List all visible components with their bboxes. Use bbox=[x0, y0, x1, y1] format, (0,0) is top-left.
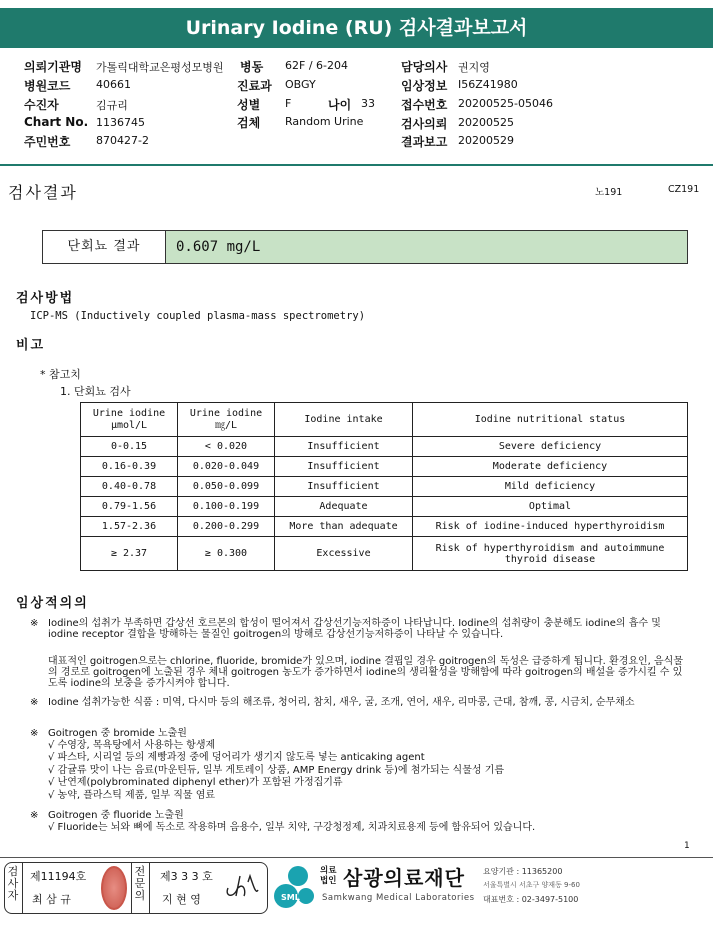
receipt-no-value: 20200525-05046 bbox=[458, 97, 553, 110]
sig-divider bbox=[149, 862, 150, 914]
table-cell: More than adequate bbox=[275, 517, 413, 537]
phone: 대표번호 : 02-3497-5100 bbox=[483, 895, 579, 904]
sig-divider bbox=[22, 862, 23, 914]
table-cell: 0.020-0.049 bbox=[178, 457, 275, 477]
bromide-item: √ 감귤류 맛이 나는 음료(마운틴듀, 일부 게토레이 상품, AMP Energy drink 등)에 첨가되는 식물성 기름 bbox=[48, 765, 505, 776]
ward-label: 병동 bbox=[240, 60, 264, 74]
resident-no-value: 870427-2 bbox=[96, 134, 149, 147]
org-english-name: Samkwang Medical Laboratories bbox=[322, 893, 475, 903]
method-heading: 검사방법 bbox=[16, 291, 75, 306]
table-cell: 0.100-0.199 bbox=[178, 497, 275, 517]
remarks-heading: 비고 bbox=[16, 338, 46, 353]
tester-vertical-label: 검사자 bbox=[7, 865, 19, 902]
specialist-signature-icon bbox=[222, 868, 262, 902]
patient-label: 수진자 bbox=[24, 98, 59, 112]
table-cell: ≥ 2.37 bbox=[81, 537, 178, 571]
specialist-license: 제3 3 3 호 bbox=[160, 870, 213, 883]
table-cell: Mild deficiency bbox=[413, 477, 688, 497]
bromide-item: √ 난연제(polybrominated diphenyl ether)가 포함된 가정집기류 bbox=[48, 777, 343, 788]
result-code-1: 노191 bbox=[595, 187, 623, 198]
hospital-code-value: 40661 bbox=[96, 78, 131, 91]
col-header-umol: Urine iodine μmol/L bbox=[81, 403, 178, 437]
clinical-paragraph-2: 대표적인 goitrogen으로는 chlorine, fluoride, bromide가 있으며, iodine 결핍일 경우 goitrogen의 독성은 급증하게 됩니다. 환경요인, 음식물의 경로로 goitrogen에 노출된 경우 체내 goitrogen 농도가 증가하면서 iodine의 생리활성을 방해함에 따라 goitrogen의 배설을 증가시킬 수 있도록 iodine의 보충을 증가시켜야 합니다. bbox=[48, 656, 684, 689]
result-box bbox=[42, 230, 688, 264]
note-mark: ※ bbox=[30, 697, 39, 708]
note-mark: ※ bbox=[30, 810, 39, 821]
table-cell: < 0.020 bbox=[178, 437, 275, 457]
ref-subtitle: 1. 단회뇨 검사 bbox=[60, 385, 131, 398]
note-mark: ※ bbox=[30, 618, 39, 629]
tester-license: 제11194호 bbox=[30, 870, 87, 883]
institution-label: 의뢰기관명 bbox=[24, 60, 82, 74]
request-date-label: 검사의뢰 bbox=[401, 117, 448, 131]
table-cell: Risk of hyperthyroidism and autoimmune thyroid disease bbox=[413, 537, 688, 571]
table-row bbox=[81, 517, 688, 537]
table-cell: Risk of iodine-induced hyperthyroidism bbox=[413, 517, 688, 537]
col-header-mg: Urine iodine ㎎/L bbox=[178, 403, 275, 437]
table-cell: 0.200-0.299 bbox=[178, 517, 275, 537]
request-date-value: 20200525 bbox=[458, 116, 514, 129]
col-header-intake: Iodine intake bbox=[275, 403, 413, 437]
table-cell: Insufficient bbox=[275, 437, 413, 457]
table-cell: 0.050-0.099 bbox=[178, 477, 275, 497]
table-row bbox=[81, 437, 688, 457]
sml-logo-icon bbox=[272, 862, 316, 912]
tester-name: 최 삼 규 bbox=[32, 893, 71, 906]
result-label: 단회뇨 결과 bbox=[43, 231, 166, 263]
chart-value: 1136745 bbox=[96, 116, 145, 129]
specialist-name: 지 현 영 bbox=[162, 893, 201, 906]
chart-label: Chart No. bbox=[24, 115, 89, 129]
org-name: 삼광의료재단 bbox=[343, 866, 465, 890]
sex-label: 성별 bbox=[237, 98, 261, 112]
result-heading: 검사결과 bbox=[8, 183, 78, 202]
table-cell: Excessive bbox=[275, 537, 413, 571]
institution-value: 가톨릭대학교은평성모병원 bbox=[96, 61, 224, 74]
page-number: 1 bbox=[684, 841, 690, 851]
resident-no-label: 주민번호 bbox=[24, 135, 71, 149]
result-code-2: CZ191 bbox=[668, 184, 700, 195]
address: 서울특별시 서초구 양재동 9-60 bbox=[483, 881, 580, 889]
ward-value: 62F / 6-204 bbox=[285, 59, 348, 72]
clinical-info-value: I56Z41980 bbox=[458, 78, 518, 91]
table-cell: Optimal bbox=[413, 497, 688, 517]
table-row bbox=[81, 537, 688, 571]
table-cell: 0.16-0.39 bbox=[81, 457, 178, 477]
org-type: 의료법인 bbox=[320, 866, 337, 886]
table-cell: Insufficient bbox=[275, 457, 413, 477]
ref-title: * 참고치 bbox=[40, 368, 81, 381]
sig-divider bbox=[131, 862, 132, 914]
table-cell: Insufficient bbox=[275, 477, 413, 497]
table-header-row bbox=[81, 403, 688, 437]
clinical-paragraph-1: Iodine의 섭취가 부족하면 갑상선 호르몬의 합성이 떨어져서 갑상선기능저하증이 나타납니다. Iodine의 섭취량이 충분해도 iodine의 흡수 및 iodine receptor 결합을 방해하는 물질인 goitrogen의 방해로 갑상선기능저하증이 나타날 수 있습니다. bbox=[48, 618, 661, 640]
specimen-label: 검체 bbox=[237, 116, 261, 130]
report-title: Urinary Iodine (RU) 검사결과보고서 bbox=[0, 8, 713, 48]
specimen-value: Random Urine bbox=[285, 115, 364, 128]
fluoride-title: Goitrogen 중 fluoride 노출원 bbox=[48, 810, 184, 821]
reference-table bbox=[80, 402, 688, 571]
doctor-value: 권지영 bbox=[458, 61, 490, 74]
fluoride-item: √ Fluoride는 뇌와 뼈에 독소로 작용하며 음용수, 일부 치약, 구강청정제, 치과치료용제 등에 함유되어 있습니다. bbox=[48, 822, 536, 833]
receipt-no-label: 접수번호 bbox=[401, 98, 448, 112]
clinical-heading: 임상적의의 bbox=[16, 596, 89, 611]
specialist-vertical-label: 전문의 bbox=[134, 865, 146, 902]
age-value: 33 bbox=[361, 97, 375, 110]
bromide-item: √ 파스타, 시리얼 등의 제빵과정 중에 덩어리가 생기지 않도록 넣는 anticaking agent bbox=[48, 752, 425, 763]
iodine-foods: Iodine 섭취가능한 식품 : 미역, 다시마 등의 해조류, 청어리, 참치, 새우, 굴, 조개, 연어, 새우, 리마콩, 근대, 참깨, 콩, 시금치, 순무채소 bbox=[48, 697, 635, 708]
table-row bbox=[81, 457, 688, 477]
result-value: 0.607 mg/L bbox=[166, 231, 687, 263]
col-header-status: Iodine nutritional status bbox=[413, 403, 688, 437]
table-cell: Moderate deficiency bbox=[413, 457, 688, 477]
report-date-label: 결과보고 bbox=[401, 135, 448, 149]
bromide-item: √ 수영장, 목욕탕에서 사용하는 항생제 bbox=[48, 740, 216, 751]
logo-text: SML bbox=[281, 893, 300, 902]
hospital-code-label: 병원코드 bbox=[24, 79, 71, 93]
report-date-value: 20200529 bbox=[458, 134, 514, 147]
patient-header bbox=[0, 56, 713, 156]
dept-value: OBGY bbox=[285, 78, 316, 91]
bromide-title: Goitrogen 중 bromide 노출원 bbox=[48, 728, 187, 739]
table-cell: 0.40-0.78 bbox=[81, 477, 178, 497]
age-label: 나이 bbox=[328, 98, 352, 112]
method-text: ICP-MS (Inductively coupled plasma-mass spectrometry) bbox=[30, 310, 366, 322]
table-cell: Severe deficiency bbox=[413, 437, 688, 457]
tester-seal-icon bbox=[101, 866, 127, 910]
table-cell: ≥ 0.300 bbox=[178, 537, 275, 571]
table-row bbox=[81, 477, 688, 497]
registration-no: 요양기관 : 11365200 bbox=[483, 867, 563, 876]
table-row bbox=[81, 497, 688, 517]
clinical-info-label: 임상정보 bbox=[401, 79, 448, 93]
table-cell: Adequate bbox=[275, 497, 413, 517]
dept-label: 진료과 bbox=[237, 79, 272, 93]
table-cell: 1.57-2.36 bbox=[81, 517, 178, 537]
sex-value: F bbox=[285, 97, 292, 110]
patient-value: 김규리 bbox=[96, 99, 128, 112]
table-cell: 0-0.15 bbox=[81, 437, 178, 457]
bromide-item: √ 농약, 플라스틱 제품, 일부 직물 염료 bbox=[48, 790, 216, 801]
footer-divider bbox=[0, 857, 713, 858]
table-cell: 0.79-1.56 bbox=[81, 497, 178, 517]
header-divider bbox=[0, 164, 713, 166]
note-mark: ※ bbox=[30, 728, 39, 739]
doctor-label: 담당의사 bbox=[401, 60, 448, 74]
